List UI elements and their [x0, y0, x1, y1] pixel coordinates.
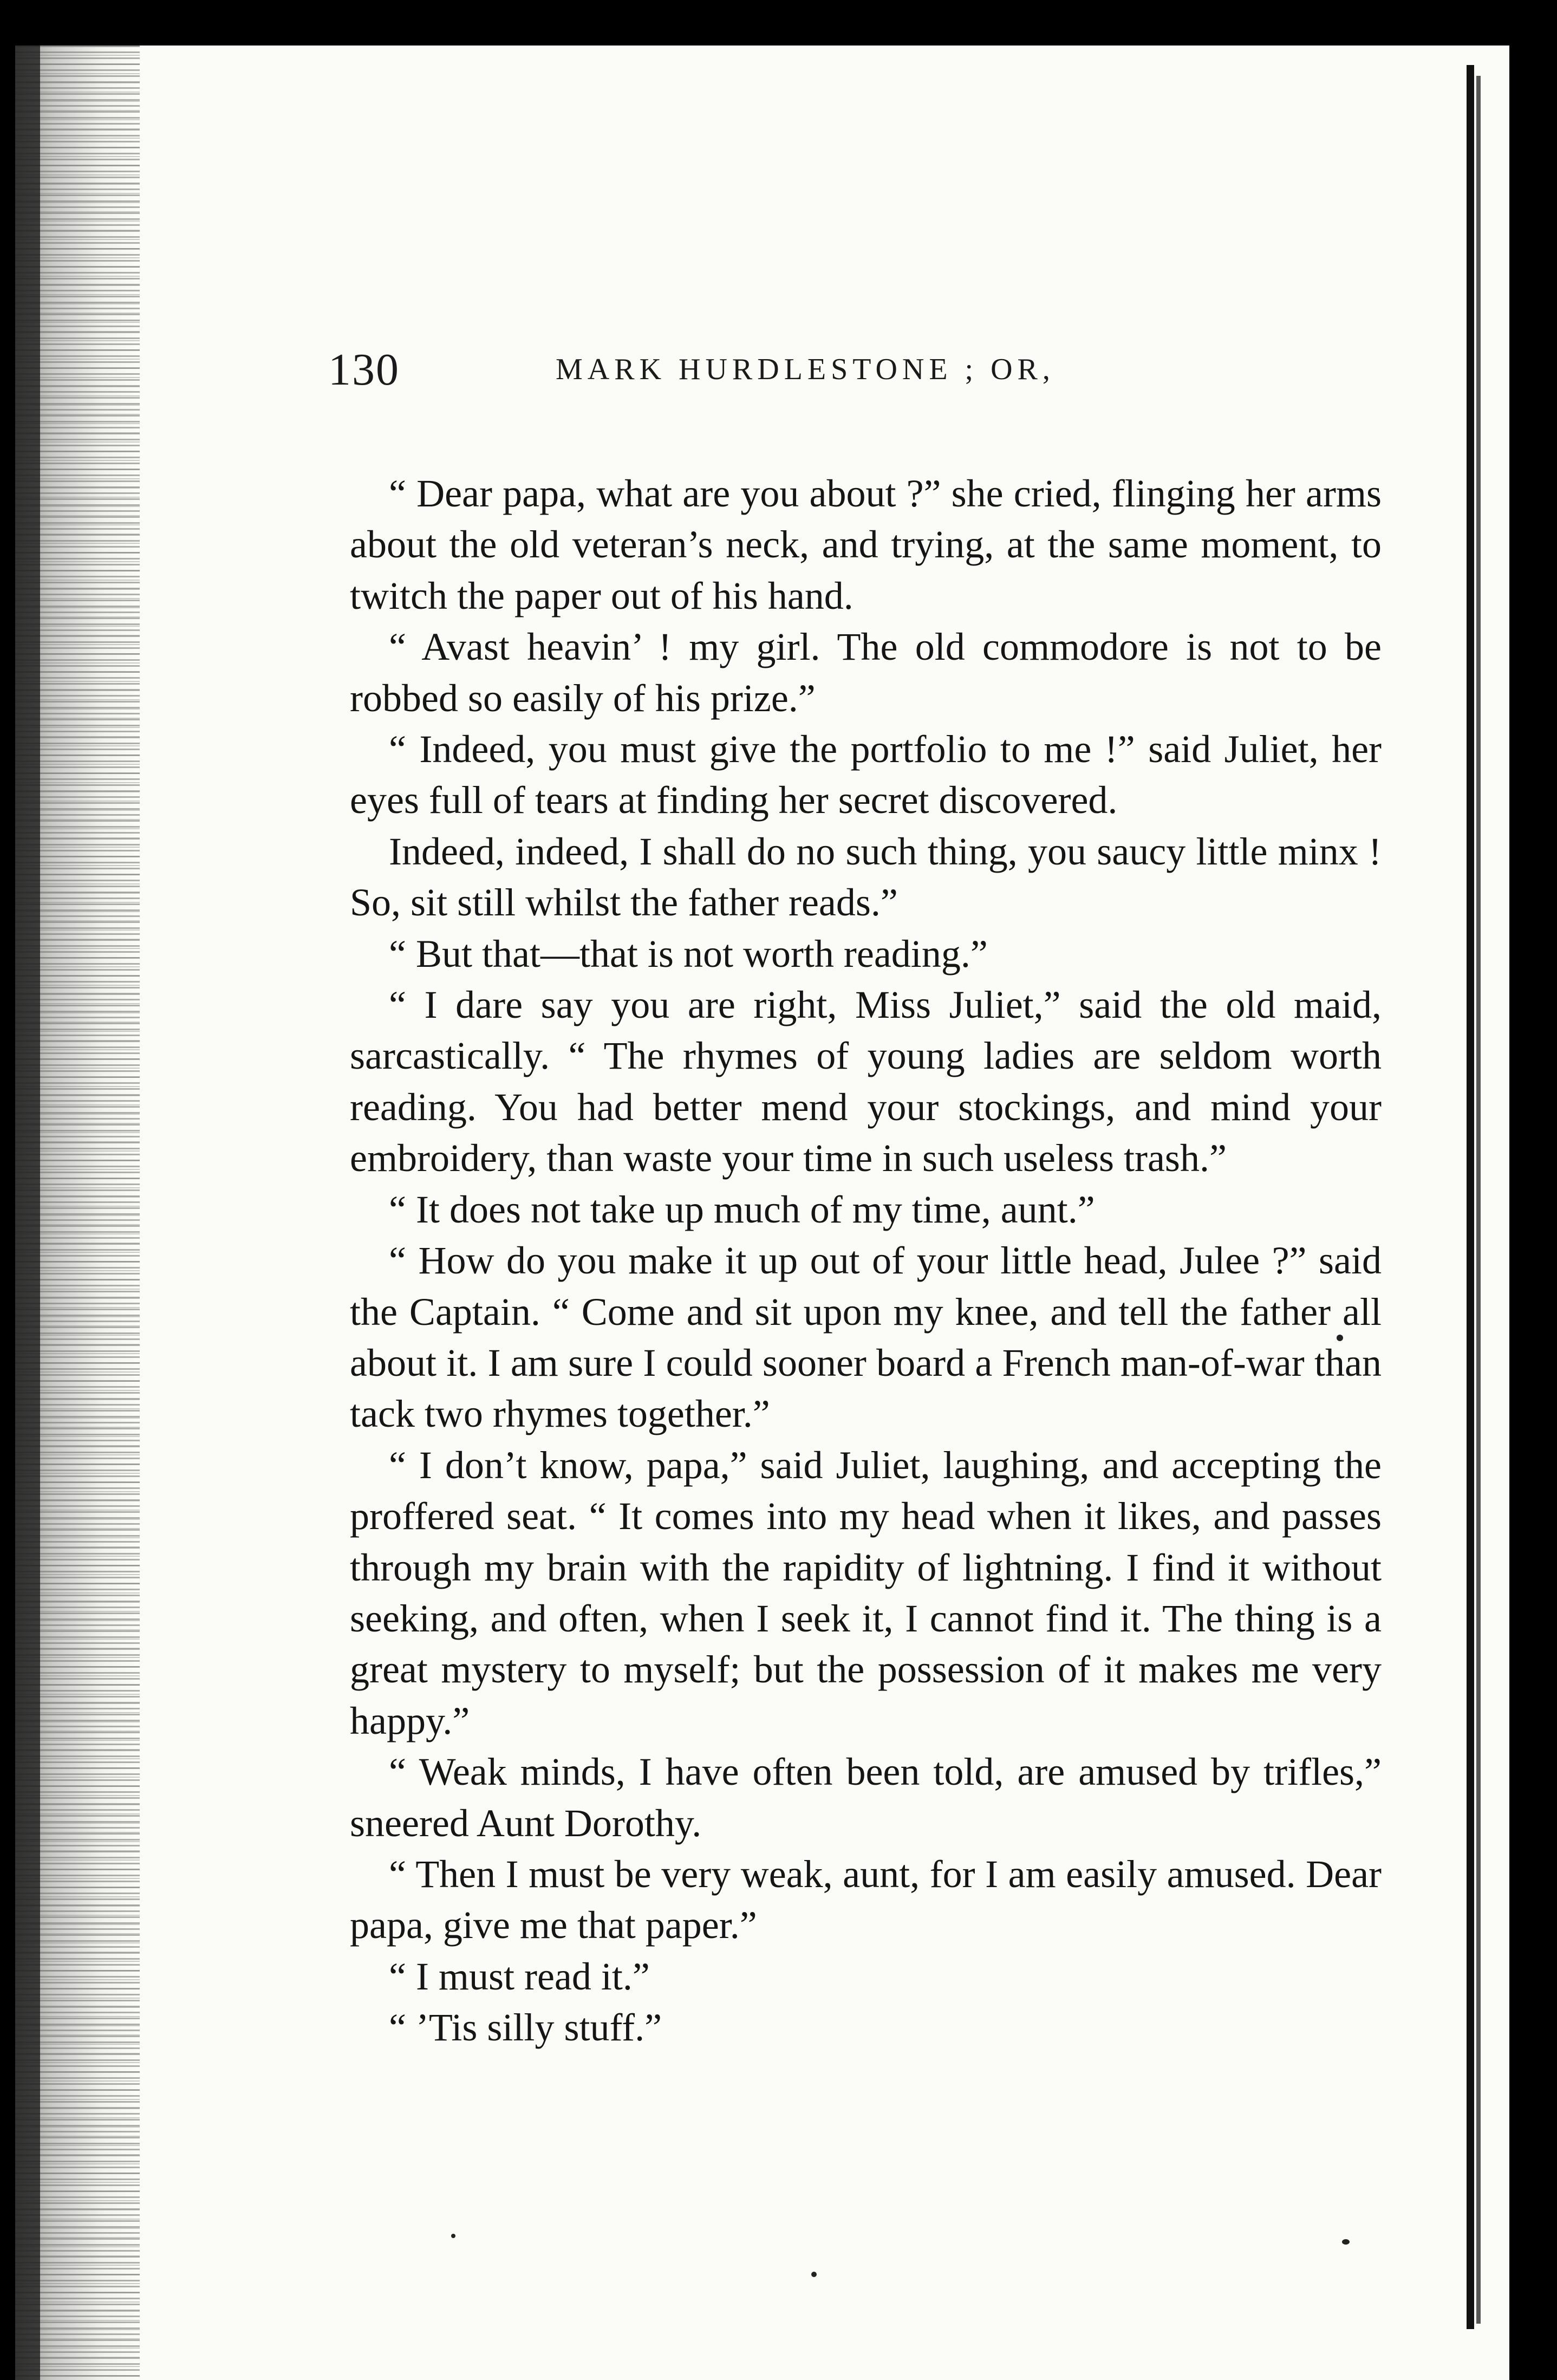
page-edge-line	[1467, 65, 1474, 2329]
paragraph: “ Avast heavin’ ! my girl. The old commodore is not to be robbed so easily of his prize.”	[350, 625, 1382, 720]
paragraph: “ I dare say you are right, Miss Juliet,” said the old maid, sarcastically. “ The rhymes of young ladies are seldom worth reading. You had better mend your stockings, and mind your embroidery, than waste your time in such useless trash.”	[350, 983, 1382, 1180]
paragraph: “ Dear papa, what are you about ?” she cried, flinging her arms about the old veteran’s neck, and trying, at the same moment, to twitch the paper out of his hand.	[350, 472, 1382, 617]
paragraph: “ I must read it.”	[389, 1954, 650, 1998]
scan-top-border	[0, 0, 1557, 45]
running-head	[328, 343, 1195, 414]
scan-speck	[451, 2234, 455, 2238]
scan-speck	[1337, 1335, 1343, 1341]
paragraph: “ It does not take up much of my time, aunt.”	[389, 1187, 1095, 1231]
paragraph: “ ’Tis silly stuff.”	[389, 2006, 662, 2050]
paragraph: “ Then I must be very weak, aunt, for I am easily amused. Dear papa, give me that paper.”	[350, 1852, 1382, 1947]
paragraph: “ I don’t know, papa,” said Juliet, laughing, and accepting the proffered seat. “ It comes into my head when it likes, and passes through my brain with the rapidity of lightning. I find it without seeking, and often, when I seek it, I cannot find it. The thing is a great mystery to myself; but the possession of it makes me very happy.”	[350, 1443, 1382, 1742]
paragraph: “ But that—that is not worth reading.”	[389, 932, 988, 976]
running-title: MARK HURDLESTONE ; OR,	[556, 353, 1055, 386]
paragraph: Indeed, indeed, I shall do no such thing, you saucy little minx ! So, sit still whilst the father reads.”	[350, 829, 1382, 925]
paragraph: “ Weak minds, I have often been told, are amused by trifles,” sneered Aunt Dorothy.	[350, 1750, 1382, 1845]
paragraph: “ How do you make it up out of your little head, Julee ?” said the Captain. “ Come and sit upon my knee, and tell the father all about it. I am sure I could sooner board a French man-of-war than tack two rhymes together.”	[350, 1239, 1382, 1436]
book-page	[15, 45, 1510, 2380]
gutter-edge	[15, 45, 40, 2380]
scan-speck	[811, 2272, 817, 2277]
page-number: 130	[328, 344, 400, 395]
scan-speck	[1342, 2239, 1350, 2245]
page-edge-line	[1476, 76, 1481, 2324]
body-text	[350, 468, 1382, 2053]
paragraph: “ Indeed, you must give the portfolio to me !” said Juliet, her eyes full of tears at finding her secret discovered.	[350, 727, 1382, 822]
scan-right-border	[1509, 0, 1557, 2380]
